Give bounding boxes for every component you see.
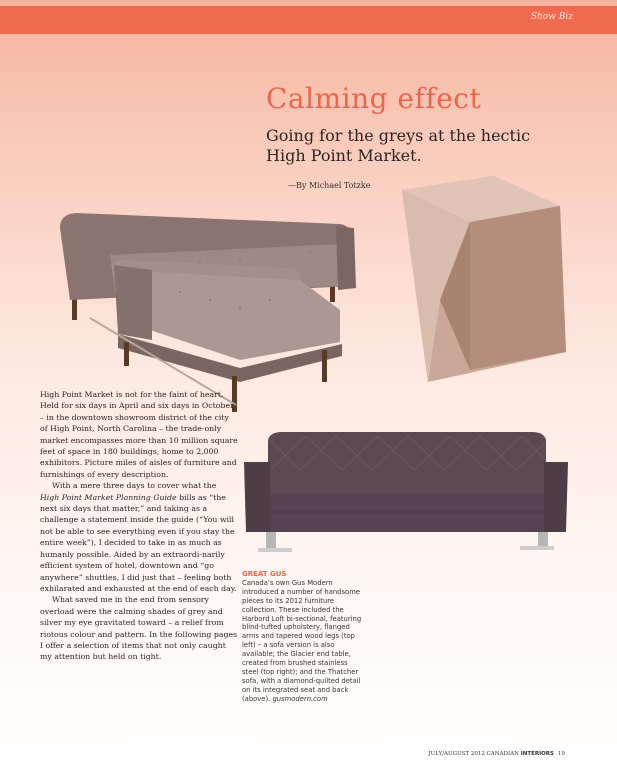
page-number: 19 [558,751,565,757]
paragraph-2-after: bills as “the next six days that matter,” and taking as a challenge a statement inside the guide (“You will not be able to see everything even if you stay the entire week”), I decided to take in as much as humanly possible. Aided by an extraordi-narily efficient system of hotel, downtown and “go anywhere” shuttles, I did just that – feeling both exhilarated and exhausted at the end of each day. [40,492,237,593]
footer-issue: JULY/AUGUST 2012 CANADIAN [428,751,521,757]
caption-text: Canada’s own Gus Modern introduced a number of handsome pieces to its 2012 furniture collection. These included the Harbord Loft bi-sectional, featuring blind-tufted upholstery, flanged arms and tapered wood legs (top left) – a sofa version is also available; the Glacier end table, created from brushed stainless steel (top right); and the Thatcher sofa, with a diamond-quilted detail on its integrated seat and back (above). [242,578,362,703]
article-byline: —By Michael Totzke [288,181,371,190]
paragraph-2-before: With a mere three days to cover what the [52,481,217,491]
photo-caption [242,570,364,704]
article-body [40,389,238,663]
body-paragraph-1: High Point Market is not for the faint of heart. Held for six days in April and six days in October – in the downtown showroom district of the city of High Point, North Carolina – the trade-only market encompasses more than 10 million square feet of space in 180 buildings, home to 2,000 exhibitors. Picture miles of aisles of furniture and furnishings of every description. [40,390,238,479]
article-title: Calming effect [266,82,482,115]
planning-guide-title: High Point Market Planning Guide [40,492,177,502]
page-footer [428,751,565,757]
caption-link[interactable]: gusmodern.com [272,694,328,703]
footer-magazine: INTERIORS [520,751,554,757]
body-paragraph-3: What saved me in the end from sensory overload were the calming shades of grey and silver my eye gravitated toward – a relief from riotous colour and pattern. In the following pages I offer a selection of items that not only caught my attention but held on tight. [40,595,238,662]
caption-heading: GREAT GUS [242,570,287,578]
article-subtitle: Going for the greys at the hectic High Point Market. [266,126,531,165]
thatcher-sofa-drawing [244,432,568,552]
body-paragraph-2 [40,480,238,594]
section-tag: Show Biz [530,12,573,22]
